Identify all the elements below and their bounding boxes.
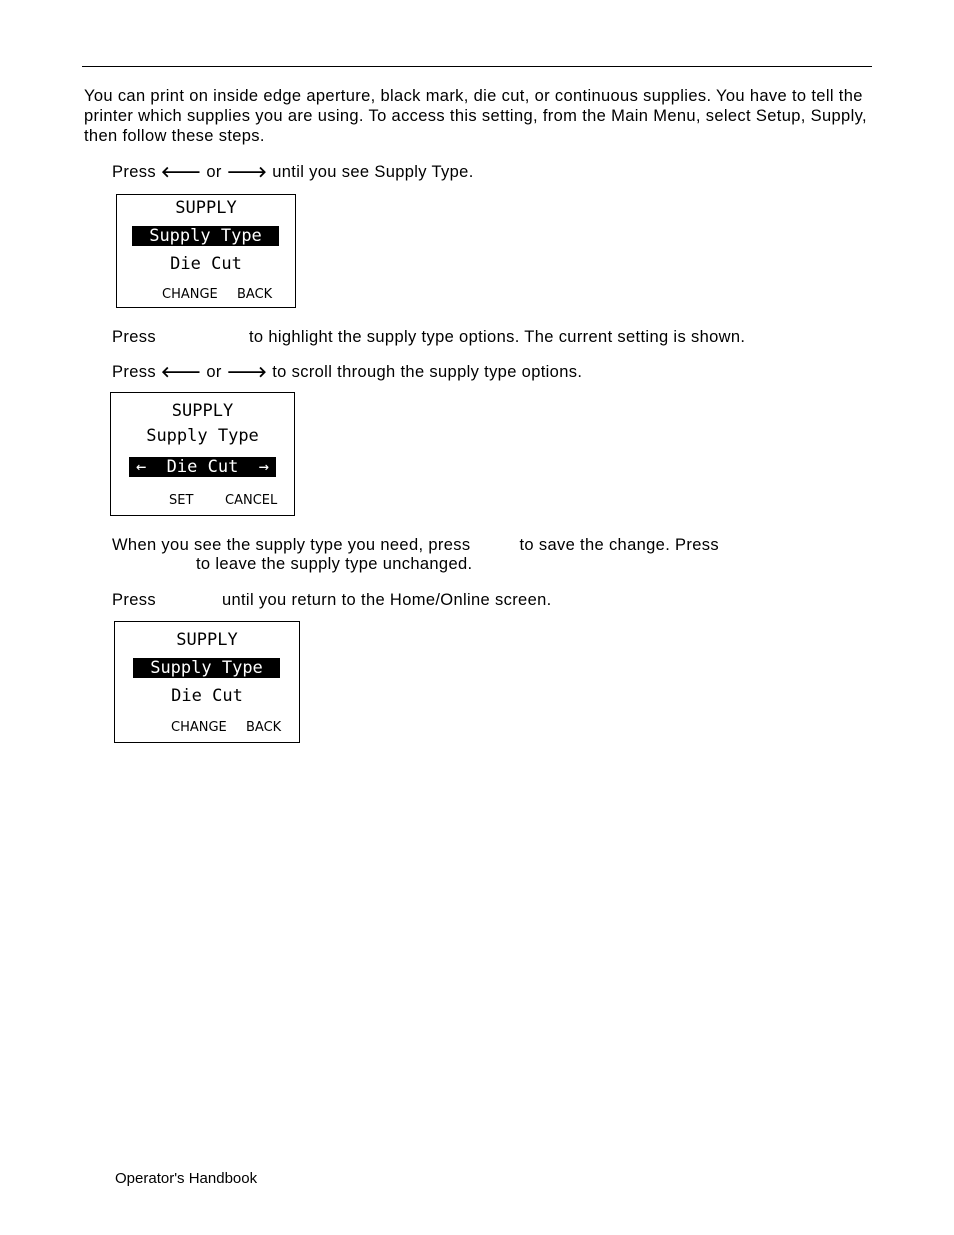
step-1	[112, 162, 474, 182]
step-3-or: or	[206, 363, 222, 381]
step-3	[112, 362, 582, 382]
softkey-set[interactable]: SET	[169, 493, 194, 508]
softkey-cancel[interactable]: CANCEL	[225, 493, 278, 508]
step-5-press: Press	[112, 591, 156, 609]
step-3-rest: to scroll through the supply type options.	[272, 363, 583, 381]
header-rule	[82, 66, 872, 67]
softkey-change[interactable]: CHANGE	[171, 720, 227, 735]
intro-paragraph: You can print on inside edge aperture, black mark, die cut, or continuous supplies. You have to tell the printer which supplies you are using. To access this setting, from the Main Menu, select Setup, Supply, then follow these steps.	[84, 87, 867, 145]
step-5	[112, 590, 552, 610]
screen-title: SUPPLY	[171, 401, 234, 421]
screen-item: Supply Type	[146, 426, 259, 446]
step-3-press: Press	[112, 363, 156, 381]
step-1-or: or	[206, 163, 222, 181]
right-arrow-icon: 🡒	[226, 163, 268, 181]
step-4-text-b: to save the change. Press	[519, 536, 719, 554]
footer-title: Operator's Handbook	[115, 1170, 258, 1187]
left-arrow-icon: 🡐	[160, 363, 202, 381]
screen-current-value: Die Cut	[170, 254, 242, 274]
right-arrow-icon: 🡒	[226, 363, 268, 381]
step-1-rest: until you see Supply Type.	[272, 163, 474, 181]
step-4-text-a: When you see the supply type you need, press	[112, 536, 471, 554]
softkey-change[interactable]: CHANGE	[162, 287, 218, 302]
step-4-line-1	[112, 535, 719, 555]
step-5-rest: until you return to the Home/Online screen.	[221, 591, 552, 609]
screen-title: SUPPLY	[175, 198, 237, 218]
lcd-screen-supply-options	[110, 392, 295, 516]
screen-highlighted-item: Supply Type	[133, 658, 280, 678]
step-2-rest: to highlight the supply type options. The current setting is shown.	[248, 328, 746, 346]
screen-title: SUPPLY	[176, 630, 238, 650]
step-1-press: Press	[112, 163, 156, 181]
left-arrow-icon: 🡐	[160, 163, 202, 181]
softkey-back[interactable]: BACK	[237, 287, 273, 302]
screen-highlighted-item: Supply Type	[132, 226, 279, 246]
step-2	[112, 327, 745, 347]
step-4-line-2: to leave the supply type unchanged.	[196, 555, 473, 573]
softkey-back[interactable]: BACK	[246, 720, 282, 735]
screen-option-selector: ← Die Cut →	[129, 457, 276, 477]
lcd-screen-supply-type-return	[114, 621, 300, 743]
screen-current-value: Die Cut	[171, 686, 243, 706]
step-2-press: Press	[112, 328, 156, 346]
lcd-screen-supply-type	[116, 194, 296, 308]
